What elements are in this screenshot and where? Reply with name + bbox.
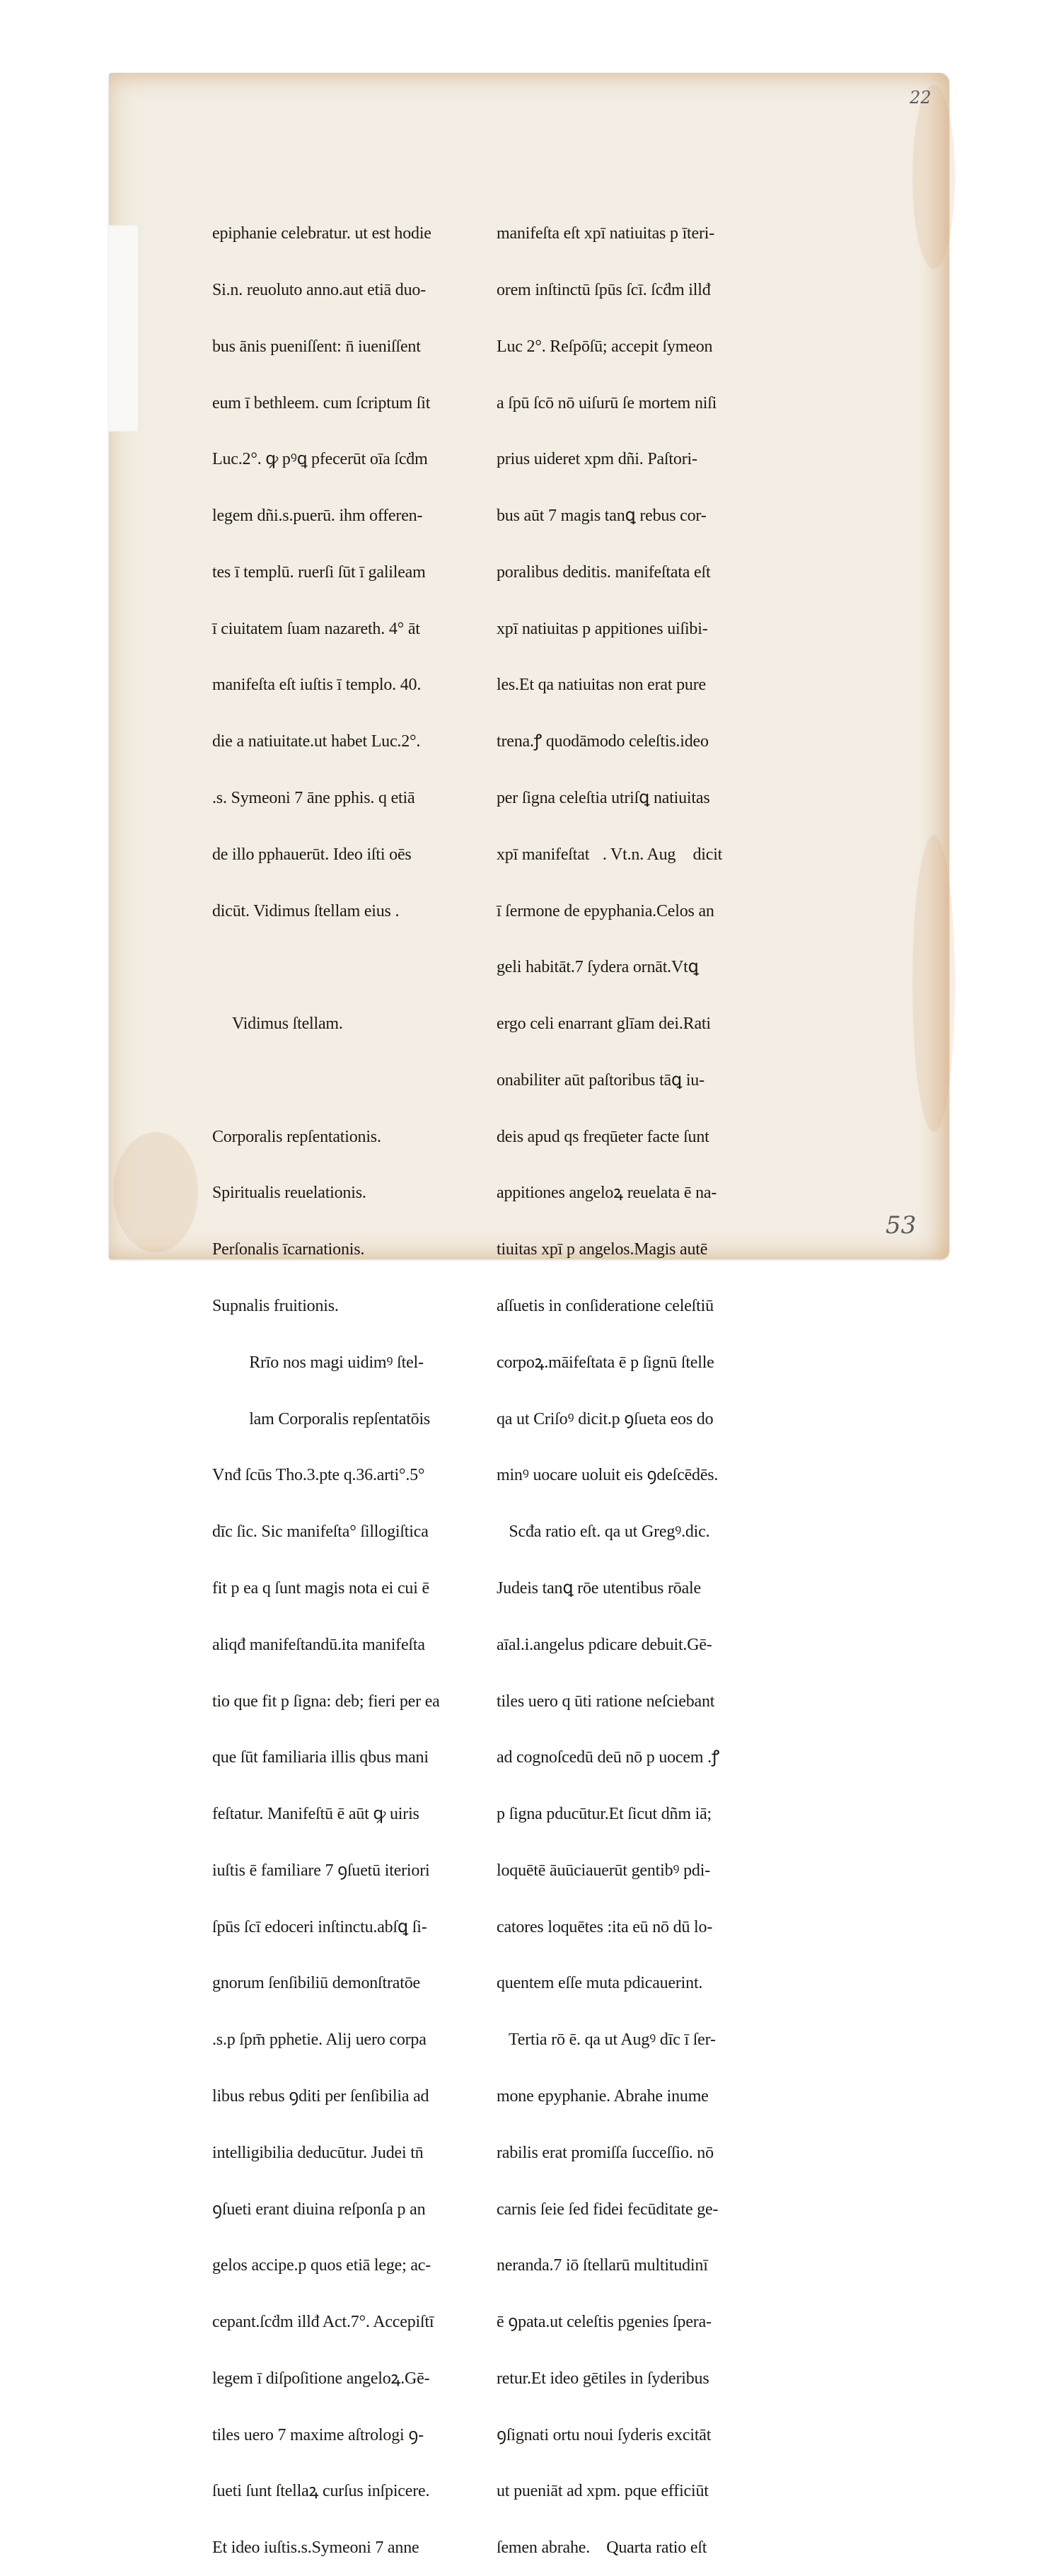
text-line: legem dñi.s.puerū. ihm offeren- [212,507,423,526]
text-line: Spiritualis reuelationis. [212,1184,366,1203]
text-line: de illo pphauerūt. Ideo iſti oēs [212,845,412,864]
text-line: epiphanie celebratur. ut est hodie [212,224,431,243]
text-line: Et ideo iuſtis.s.Symeoni 7 anne [212,2539,419,2558]
text-line: cepant.ſcḋm illđ Act.7°. Accepiſtī [212,2313,434,2332]
text-line: Rrīo nos magi uidimꝰ ſtel- [212,1353,424,1372]
section-heading: Vidimus ſtellam. [232,1015,343,1034]
text-line: Supnalis fruitionis. [212,1297,339,1316]
text-line: loquētē āuūciauerūt gentibꝰ pdi- [497,1861,710,1880]
text-line: Tertia rō ē. qa ut Augꝰ dīc ī ſer- [497,2031,716,2050]
text-line: onabiliter aūt paſtoribus tāꝗ iu- [497,1070,705,1090]
text-line: legem ī diſpoſitione angeloꝝ.Gē- [212,2369,430,2388]
text-line: tiles uero q ūti ratione neſciebant [497,1692,715,1711]
text-line: xpī natiuitas p appitiones uiſibi- [497,619,708,638]
text-line: Si.n. reuoluto anno.aut etiā duo- [212,280,427,299]
text-line: die a natiuitate.ut habet Luc.2°. [212,732,421,751]
text-line: .s. Symeoni 7 āne pphis. q etiā [212,789,415,807]
text-line: Luc 2°. Reſpōſū; accepit ſymeon [497,337,713,356]
text-line: dicūt. Vidimus ſtellam eius . [212,901,400,920]
text-line: dīc ſic. Sic manifeſta° ſillogiſtica [212,1523,429,1542]
text-line: fit p ea q ſunt magis nota ei cui ē [212,1578,429,1598]
text-line: mone epyphanie. Abrahe inume [497,2086,709,2106]
text-line: gelos accipe.p quos etiā lege; ac- [212,2256,431,2275]
text-line: p ſigna pducūtur.Et ſicut dñm iā; [497,1805,712,1824]
right-text-column [497,187,737,2576]
text-line: libus rebus ꝯditi per ſenſibilia ad [212,2086,429,2106]
text-line: que ſūt familiaria illis qbus mani [212,1748,429,1767]
text-line: tiuitas xpī p angelos.Magis autē [497,1240,708,1259]
text-line: tes ī templū. ruerſi ſūt ī galileam [212,562,426,582]
text-line: manifeſta eſt xpī natiuitas p īteri- [497,224,715,243]
text-line: feſtatur. Manifeſtū ē aūt ꝙ uiris [212,1805,419,1824]
text-line: Luc.2°. ꝙ pꝰꝗ pfecerūt oīa ſcḋm [212,450,428,469]
text-line: iuſtis ē familiare 7 ꝯſuetū iteriori [212,1861,430,1880]
text-line: ē ꝯpata.ut celeſtis pgenies ſpera- [497,2313,712,2332]
blank-line [212,958,453,977]
text-line: Vnđ ſcūs Tho.3.pte q.36.arti°.5° [212,1466,425,1485]
text-line: deis apud qs freqūeter facte ſunt [497,1127,709,1146]
blank-line [212,1071,453,1090]
text-line: qa ut Criſoꝰ dicit.p ꝯſueta eos do [497,1409,714,1428]
text-line: Judeis tanꝗ rōe utentibus rōale [497,1578,701,1598]
text-line: neranda.7 iō ſtellarū multitudinī [497,2256,708,2275]
text-line: per ſigna celeſtia utriſꝗ natiuitas [497,789,710,807]
text-line: intelligibilia deducūtur. Judei tn̄ [212,2143,424,2162]
text-line: aſſuetis in conſideratione celeſtiū [497,1297,714,1316]
text-line: geli habitāt.7 ſydera ornāt.Vtꝗ [497,958,699,977]
text-line: prius uideret xpm dñi. Paſtori- [497,450,697,469]
text-line: carnis ſeie ſed fidei fecūditate ge- [497,2200,719,2219]
text-line: Scđa ratio eſt. qa ut Gregꝰ.dic. [497,1523,710,1542]
text-line: ī ciuitatem ſuam nazareth. 4° āt [212,619,420,638]
text-line: ad cognoſcedū deū nō p uocem .ꝭ [497,1748,720,1767]
text-line: bus aūt 7 magis tanꝗ rebus cor- [497,507,707,526]
text-line: les.Et qa natiuitas non erat pure [497,676,706,695]
text-line: bus ānis pueniſſent: n̄ iueniſſent [212,337,421,356]
text-line: ſpūs ſcī edoceri inſtinctu.abſꝗ ſi- [212,1917,427,1936]
text-line: corpoꝝ.māifeſtata ē p ſignū ſtelle [497,1353,714,1372]
guard-strip [109,225,140,432]
text-line: ſueti ſunt ſtellaꝝ curſus inſpicere. [212,2482,430,2501]
text-line: Perſonalis īcarnationis. [212,1240,365,1259]
text-line: ergo celi enarrant glīam dei.Rati [497,1015,711,1034]
text-line: trena.ꝭ quodāmodo celeſtis.ideo [497,732,709,751]
text-line: ī ſermone de epyphania.Celos an [497,901,714,920]
marginalia-folio-number: 22 [910,88,932,108]
text-line: xpī manifeſtat᷑. Vt.n. Augꝰ dicit [497,845,723,864]
text-line: tio que fit p ſigna: deb; fieri per ea [212,1692,440,1711]
text-line: .s.p ſpm̄ pphetie. Alij uero corpa [212,2031,427,2050]
text-line: appitiones angeloꝝ reuelata ē na- [497,1184,717,1203]
text-line: ꝯſueti erant diuina reſponſa p an [212,2200,426,2219]
text-line: quentem eſſe muta pdicauerint. [497,1974,703,1993]
text-line: eum ī bethleem. cum ſcriptum ſit [212,393,431,412]
text-line: poralibus deditis. manifeſtata eſt [497,562,711,582]
text-line: catores loquētes :ita eū nō dū lo- [497,1917,713,1936]
text-line: tiles uero 7 maxime aſtrologi ꝯ- [212,2425,424,2444]
text-line: retur.Et ideo gētiles in ſyderibus [497,2369,709,2388]
text-line: minꝰ uocare uoluit eis ꝯdeſcēdēs. [497,1466,719,1485]
text-line: aīal.i.angelus pdicare debuit.Gē- [497,1635,712,1654]
text-line: gnorum ſenſibiliū demonſtratōe [212,1974,420,1993]
text-line: orem inſtinctū ſpūs ſcī. ſcḋm illđ [497,280,711,299]
text-line: aliqđ manifeſtandū.ita manifeſta [212,1635,425,1654]
text-line: ut pueniāt ad xpm. pque efficiūt [497,2482,709,2501]
marginalia-page-number: 53 [886,1211,917,1240]
text-line: ꝯſignati ortu noui ſyderis excitāt [497,2425,712,2444]
text-line: ſemen abrahe. Quarta ratio eſt [497,2539,707,2558]
left-text-column [212,187,453,2576]
text-line: a ſpū ſcō nō uiſurū ſe mortem niſi [497,393,717,412]
text-line: lam Corporalis repſentatōis [212,1409,431,1428]
text-line: Corporalis repſentationis. [212,1127,381,1146]
text-line: manifeſta eſt iuſtis ī templo. 40. [212,676,422,695]
text-line: rabilis erat promiſſa ſucceſſio. nō [497,2143,714,2162]
